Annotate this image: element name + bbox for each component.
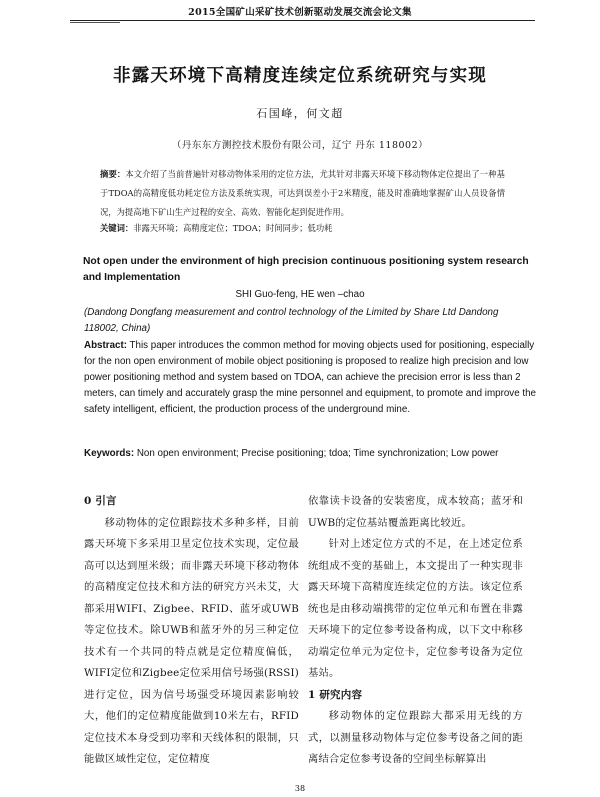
affiliation: （丹东东方测控技术股份有限公司，辽宁 丹东 118002） — [171, 140, 429, 151]
keywords-en — [84, 446, 539, 462]
keywords-cn — [100, 222, 520, 234]
section-heading-research: 1 研究内容 — [308, 688, 363, 701]
header-rule-short — [70, 22, 120, 23]
keywords-cn-text: 非露天环境；高精度定位；TDOA；时间同步；低功耗 — [133, 223, 333, 233]
title-en: Not open under the environment of high precision continuous positioning system research and Implementation — [83, 256, 529, 283]
running-header: 2015全国矿山采矿技术创新驱动发展交流会论文集 — [188, 7, 412, 18]
paper-title: 非露天环境下高精度连续定位系统研究与实现 — [113, 66, 487, 86]
abstract-cn — [100, 165, 505, 222]
abstract-en-text: This paper introduces the common method for moving objects used for positioning, especially for the non open environment of mobile object positioning is proposed to realize high precision and low power positioning method and system based on TDOA, can achieve the precision error is less than 2 meters, can timely and accurately grasp the mine personnel and equipment, to promote and improve the safety intelligent, efficient, the production process of the underground mine. — [84, 340, 536, 415]
abstract-en-label: Abstract: — [84, 340, 128, 351]
keywords-en-label: Keywords: — [84, 448, 135, 459]
paragraph: 移动物体的定位跟踪大都采用无线的方式，以测量移动物体与定位参考设备之间的距离结合定位参考设备的空间坐标解算出 — [308, 710, 523, 765]
header-rule — [70, 20, 535, 21]
section-heading-introduction: 0 引言 — [84, 495, 117, 507]
paragraph: 依靠读卡设备的安装密度，成本较高；蓝牙和UWB的定位基站覆盖距离比较近。 — [308, 495, 523, 529]
keywords-en-text: Non open environment; Precise positioning; tdoa; Time synchronization; Low power — [134, 448, 499, 459]
paragraph: 移动物体的定位跟踪技术多种多样，目前露天环境下多采用卫星定位技术实现，定位最高可以达到厘米级；而非露天环境下移动物体的高精度定位技术和方法的研究方兴未艾，大都采用WIFI、Zigbee、RFID、蓝牙或UWB等定位技术。除UWB和蓝牙外的另三种定位技术有一个共同的特点就是定位精度偏低，WIFI定位和Zigbee定位采用信号场强(RSSI)进行定位，因为信号场强受环境因素影响较大，他们的定位精度能做到10米左右，RFID定位技术本身受到功率和天线体积的限制，只能做区域性定位，定位精度 — [84, 516, 299, 765]
abstract-en — [84, 338, 544, 418]
abstract-cn-label: 摘要： — [100, 169, 126, 179]
body-column-right — [308, 491, 523, 771]
affiliation-en: (Dandong Dongfang measurement and control technology of the Limited by Share Ltd Dandong 118002, China) — [84, 307, 499, 334]
abstract-cn-text: 本文介绍了当前普遍针对移动物体采用的定位方法，尤其针对非露天环境下移动物体定位提出了一种基于TDOA的高精度低功耗定位方法及系统实现，可达到误差小于2米精度，能及时准确地掌握矿山人员设备情况，为提高地下矿山生产过程的安全、高效、智能化起到促进作用。 — [100, 169, 505, 217]
authors: 石国峰，何文超 — [256, 107, 344, 120]
paragraph: 针对上述定位方式的不足，在上述定位系统组成不变的基础上，本文提出了一种实现非露天环境下高精度连续定位的方法。该定位系统也是由移动端携带的定位单元和布置在非露天环境下的定位参考设备构成，以下文中称移动端定位单元为定位卡，定位参考设备为定位基站。 — [308, 538, 523, 679]
page-number: 38 — [294, 784, 306, 793]
body-column-left — [84, 491, 299, 771]
authors-en: SHI Guo-feng, HE wen –chao — [235, 289, 365, 300]
keywords-cn-label: 关键词： — [100, 223, 134, 233]
